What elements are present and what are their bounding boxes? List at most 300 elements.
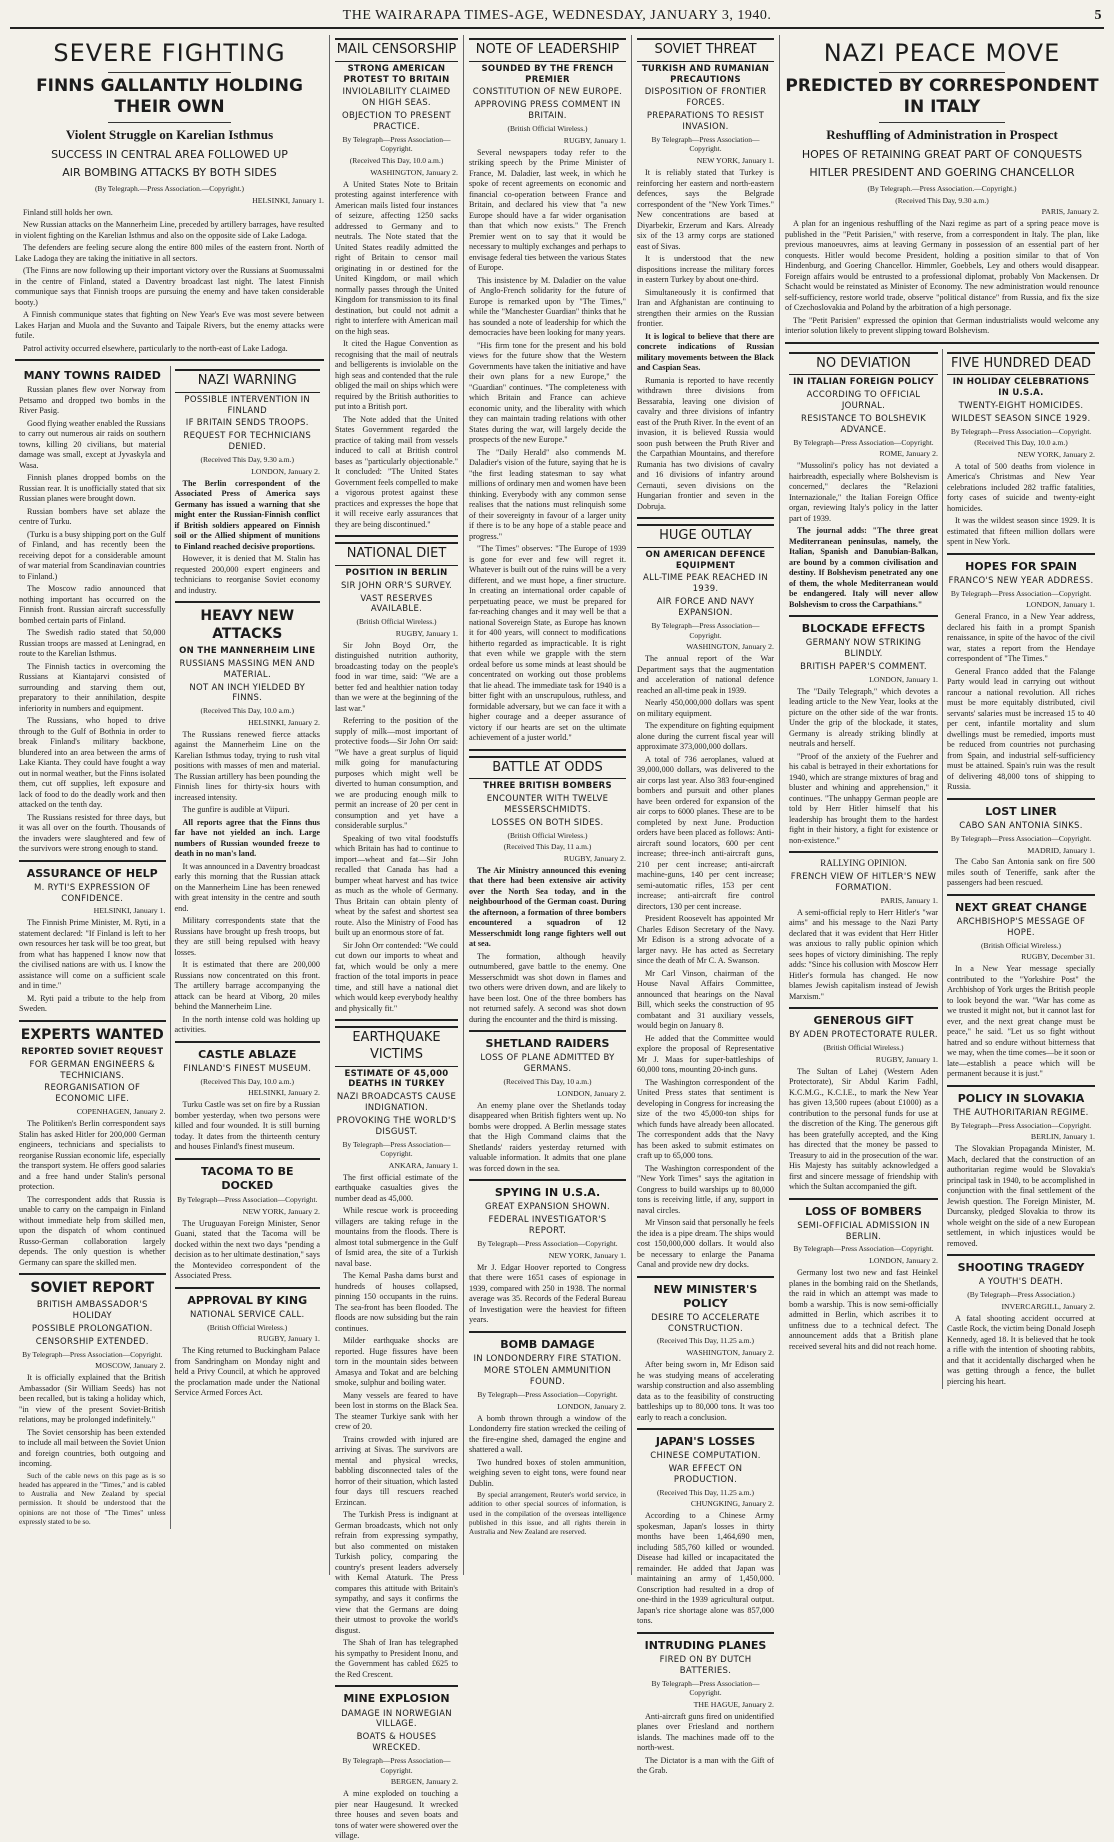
headline: JAPAN'S LOSSES [655, 1435, 756, 1449]
credit: By Telegraph—Press Association—Copyright. [342, 1139, 451, 1159]
deck: CHINESE COMPUTATION. [650, 1451, 761, 1462]
article-nazi-warning [175, 369, 321, 596]
article-severe-fighting [15, 38, 324, 354]
deck: IF BRITAIN SENDS TROOPS. [185, 418, 309, 429]
paragraph: In the north intense cold was holding up activities. [174, 1014, 320, 1035]
headline: SEVERE FIGHTING [53, 39, 286, 67]
deck: BOATS & HOUSES WRECKED. [356, 1732, 437, 1754]
credit: By Telegraph—Press Association—Copyright. [477, 1238, 618, 1248]
headline: NOTE OF LEADERSHIP [469, 38, 626, 62]
column-finland [10, 35, 330, 1575]
paragraph: M. Ryti paid a tribute to the help from Sweden. [19, 993, 166, 1014]
paragraph: Speaking of two vital foodstuffs which Britain has had to continue to import—wheat and fat—Sir John recalled that Canada has had a bumper wheat harvest and has twice as much as the whole of Germany. Thus Britain can obtain plenty of wheat by the safest and shortest sea route. Also the Ministry of Food has built up an enormous store of fat. [335, 833, 458, 938]
credit: (British Official Wireless.) [507, 830, 588, 840]
paragraph: Sir John Orr contended: "We could cut down our imports to wheat and fat, which would be only a mere fraction of the total imports in peace time, and still have a national diet which would keep everybody healthy and physically fit." [335, 940, 458, 1013]
deck: NATIONAL SERVICE CALL. [189, 1309, 305, 1320]
article-lost-liner [947, 805, 1095, 889]
deck: REORGANISATION OF ECONOMIC LIFE. [44, 1083, 141, 1105]
paragraph: Turku Castle was set on fire by a Russian bomber yesterday, when two persons were killed and four wounded. It is still burning today. It dates from the thirteenth century and houses Finland's finest museum. [174, 1100, 320, 1152]
dateline: WASHINGTON, January 2. [686, 642, 774, 652]
paragraph: "Mussolini's policy has not deviated a hairbreadth, especially where Bolshevism is concerned," declares the "Relazioni Internazionale," the Italian Foreign Office organ, reviewing Italy's policy in the latter part of 1939. [789, 461, 938, 523]
paragraph: The Finnish tactics in overcoming the Russians at Kiantajarvi consisted of surrounding and starving them out, preparatory to their annihilation, despite inferiority in numbers and equipment. [19, 661, 166, 713]
paragraph: An enemy plane over the Shetlands today disappeared when British fighters went up. No bombs were dropped. A Berlin message states that the High Command claims that the Shetlands' raiders yesterday returned with valuable information. It admits that one plane was forced down in the sea. [469, 1100, 626, 1173]
column-3 [464, 35, 632, 1575]
paragraph: Anti-aircraft guns fired on unidentified planes over Friesland and northern islands. The machines made off to the north-west. [637, 1711, 774, 1753]
headline: CASTLE ABLAZE [198, 1047, 297, 1061]
paragraph: The Note added that the United States Government regarded the practice of taking mail from vessels induced to call at British control bases as "particularly objectionable." It concluded: "The United States Government feels compelled to make a vigorous protest against these practices and expresses the hope that it will receive early assurances that they are being discontinued." [335, 414, 458, 529]
headline: SHETLAND RAIDERS [485, 1037, 610, 1051]
article-generous-gift [789, 1014, 938, 1193]
article-heavy-new-attacks [175, 608, 321, 1036]
paragraph: Simultaneously it is confirmed that Iran and Afghanistan are continuing to strengthen their armies on the Russian frontier. [637, 287, 774, 329]
paragraph: Mr Vinson said that personally he feels the idea is a pipe dream. The ships would cost 150,000,000 dollars. It would also be necessary to enlarge the Panama Canal and provide new dry docks. [637, 1218, 774, 1270]
paragraph: In a New Year message specially contributed to the "Yorkshire Post" the Archbishop of York urges the British people to look beyond the war. "War has come as we trusted it might not, but it cannot last for ever, and the next great change must be peace," he said. "Let us so fight without hatred and so endure without bitterness that we may, when the time comes—be it soon or late—establish a peace which will be permanent because it is just." [947, 964, 1095, 1079]
deck: FRENCH VIEW OF HITLER'S NEW FORMATION. [790, 871, 937, 893]
paragraph: The Swedish radio stated that 50,000 Russian troops are massed at Leningrad, en route to the Karelian Isthmus. [19, 628, 166, 659]
deck: BY ADEN PROTECTORATE RULER. [789, 1030, 938, 1041]
paragraph: Nearly 450,000,000 dollars was spent on military equipment. [637, 698, 774, 718]
paragraph: The "Petit Parisien" expressed the opinion that German industrialists would welcome any interior solution likely to prevent slipping toward Bolshevism. [785, 315, 1099, 336]
deck: GERMANY NOW STRIKING BLINDLY. [805, 638, 922, 660]
deck: IN HOLIDAY CELEBRATIONS IN U.S.A. [952, 377, 1090, 399]
credit: By Telegraph—Press Association—Copyright. [22, 1349, 163, 1359]
page-number: 5 [1094, 8, 1102, 23]
paragraph: Good flying weather enabled the Russians to carry out numerous air raids on southern towns, killing 20 civilians, but material damage was small, except at Jyvaskyla and Wasa. [19, 418, 166, 470]
deck: M. RYTI'S EXPRESSION OF CONFIDENCE. [33, 882, 151, 904]
deck: REPORTED SOVIET REQUEST [21, 1046, 164, 1057]
headline: BATTLE AT ODDS [469, 756, 626, 780]
credit: By Telegraph—Press Association—Copyright. [793, 1244, 934, 1254]
dateline: RUGBY, December 31. [1021, 952, 1095, 962]
credit: By Telegraph—Press Association—Copyright. [342, 1756, 451, 1775]
dateline: THE HAGUE, January 2. [693, 1699, 774, 1709]
deck: OBJECTION TO PRESENT PRACTICE. [341, 111, 452, 132]
subheadline: PREDICTED BY CORRESPONDENT IN ITALY [785, 75, 1099, 118]
dateline: WASHINGTON, January 2. [686, 1348, 774, 1358]
received: (Received This Day, 10.0 a.m.) [349, 156, 444, 166]
credit: (British Official Wireless.) [980, 940, 1062, 950]
credit: By Telegraph—Press Association—Copyright. [651, 134, 760, 154]
deck: WAR EFFECT ON PRODUCTION. [668, 1463, 743, 1485]
deck: ENCOUNTER WITH TWELVE MESSERSCHMIDTS. [486, 794, 609, 815]
deck: ON AMERICAN DEFENCE EQUIPMENT [645, 549, 766, 571]
paragraph: The Russians, who hoped to drive through to the Gulf of Bothnia in order to break Finland's military backbone, blundered into an area between the arms of Lake Kianta. They could have fought a way out in normal weather, but the Finns isolated them, cut off supplies, left exposure and lack of food to do the deadly work and then attacked on the tenth day. [19, 716, 166, 810]
deck: NOT AN INCH YIELDED BY FINNS. [189, 682, 306, 704]
deck: PREPARATIONS TO RESIST INVASION. [646, 111, 765, 132]
paragraph: A total of 500 deaths from violence in America's Christmas and New Year celebrations included 282 traffic fatalities, forty cases of suicide and twenty-eight homicides. [947, 461, 1095, 513]
paragraph: The defenders are feeling secure along the entire 800 miles of the eastern front. North of Lake Ladoga they are taking the initiative in all sectors. [15, 243, 324, 263]
paragraph: The expenditure on fighting equipment alone during the current fiscal year will approximate 373,000,000 dollars. [637, 721, 774, 752]
article-hopes-for-spain [947, 560, 1095, 793]
deck: ARCHBISHOP'S MESSAGE OF HOPE. [956, 917, 1086, 938]
article-spying [469, 1186, 626, 1325]
paragraph: It cited the Hague Convention as recognising that the mail of neutrals and belligerents is inviolable on the high seas and contended that the rule obliged the mail on ships which were required by the British authorities to put into a British port. [335, 339, 458, 412]
deck: NAZI BROADCASTS CAUSE INDIGNATION. [336, 1092, 457, 1114]
deck: THE AUTHORITARIAN REGIME. [953, 1107, 1089, 1118]
dateline: NEW YORK, January 1. [548, 1250, 626, 1260]
article-japans-losses [637, 1435, 774, 1627]
credit: By Telegraph—Press Association—Copyright. [651, 620, 760, 640]
received: (Received This Day, 11.25 a.m.) [657, 1336, 754, 1346]
paragraph: The Soviet censorship has been extended to include all mail between the Soviet Union and foreign countries, both outgoing and incoming. [19, 1427, 166, 1469]
deck: MORE STOLEN AMMUNITION FOUND. [483, 1366, 612, 1388]
article-bomb-damage [469, 1338, 626, 1538]
paragraph: A Finnish communique states that fighting on New Year's Eve was most severe between Lakes Harjan and Muola and the Suvanto and Taipale Rivers, but the enemy attacks were futile. [15, 310, 324, 341]
dateline: HELSINKI, January 2. [248, 717, 320, 727]
paragraph: It is understood that the new dispositions increase the military forces in eastern Turkey by about one-third. [637, 254, 774, 285]
dateline: LONDON, January 2. [557, 1088, 626, 1098]
paragraph: A total of 736 aeroplanes, valued at 39,000,000 dollars, was delivered to the air corps last year. Also 383 four-engined bombers and pursuit and other planes have been ordered for expansion of the air corps to 6000 planes. These are to be completed by next June. Production orders have been placed as follows: Anti-aircraft sound locators, 600 per cent increase; three-inch anti-aircraft guns, 210 per cent increase; anti-aircraft machine-guns, 140 per cent increase; semi-automatic rifles, 153 per cent increase; anti-aircraft fire control directors, 130 per cent increase. [637, 754, 774, 911]
deck: ACCORDING TO OFFICIAL JOURNAL. [806, 390, 921, 412]
article-soviet-report [19, 1280, 166, 1527]
paragraph: A United States Note to Britain protesting against interference with American mails listed four instances of seizure, affecting 1250 sacks addressed to Germany and to neutrals. The Note stated that the United States readily admitted the right of Britain to censor mail originating in or destined for the United Kingdom, or mail which normally passes through the United Kingdom for transmission to its final destination, but could not admit a right to interfere with American mail on the high seas. [335, 179, 458, 336]
headline: MAIL CENSORSHIP [335, 38, 458, 62]
paragraph: The "Daily Telegraph," which devotes a leading article to the New Year, looks at the picture on the other side of the war fronts. Under the grip of the blockade, it states, Germany is already striking blindly at neutrals and herself. [789, 686, 938, 749]
paragraph: Finland still holds her own. [23, 207, 113, 217]
paragraph: The Washington correspondent of the United Press states that sentiment is developing in Congress for increasing the size of the two 45,000-ton ships for which funds have already been allocated. The correspondent adds that the Navy has been asked to submit estimates on craft up to 65,000 tons. [637, 1077, 774, 1161]
paragraph: Finnish planes dropped bombs on the Russian rear. It is unofficially stated that six Russian planes were brought down. [19, 473, 166, 504]
article-loss-of-bombers [789, 1205, 938, 1352]
deck: INVIOLABILITY CLAIMED ON HIGH SEAS. [342, 87, 451, 109]
paragraph: "The Times" observes: "The Europe of 1939 is gone for ever and few will regret it. Whatever is built out of the ruins will be a very different, and we must hope, a finer structure. In creating an international order capable of perpetuating peace, we must be prepared for far-reaching changes and it may well be that a national Sovereign State, as Europe has known it for 400 years, will connect to modifications hitherto regarded as impracticable. It is right that even while we grapple with the stern ordeal before us some minds at least should be concentrated on working out those problems that lie ahead. The immediate task for 1940 is a bitter fight with an unscrupulous, ruthless, and formidable adversary, but we can face it with a higher courage and a deeper assurance of victory if our hearts are set on the ultimate achievement of a juster world." [469, 544, 626, 743]
headline: SPYING IN U.S.A. [494, 1186, 601, 1200]
dateline: RUGBY, January 1. [257, 1334, 320, 1344]
credit: By Telegraph—Press Association—Copyright. [950, 426, 1092, 436]
paragraph: It is officially explained that the British Ambassador (Sir William Seeds) has not been recalled, but is taking a holiday which, "in view of the present Soviet-British relations, may be prolonged indefinitely." [19, 1373, 166, 1425]
dateline: WASHINGTON, January 2. [370, 167, 458, 177]
received: (Received This Day, 10.0 a.m.) [200, 706, 294, 716]
headline: NAZI WARNING [175, 369, 321, 393]
paragraph: The Kemal Pasha dams burst and hundreds of houses collapsed, pinning 150 occupants in the ruins. The sea-front has been flooded. The floods are now subsiding but the rain continues. [335, 1271, 458, 1333]
article-mine-explosion [335, 1692, 458, 1841]
dateline: BERLIN, January 1. [1030, 1132, 1095, 1142]
headline: HUGE OUTLAY [637, 524, 774, 548]
article-many-towns-raided [19, 369, 166, 855]
paragraph: President Roosevelt has appointed Mr Charles Edison Secretary of the Navy. Mr Edison is a strong advocate of a larger navy. He has acted as Secretary since the death of Mr C. A. Swanson. [637, 914, 774, 966]
dateline: MOSCOW, January 2. [95, 1361, 166, 1371]
credit: (British Official Wireless.) [823, 1043, 904, 1053]
credit: (By Telegraph.—Press Association.—Copyright.) [867, 184, 1017, 193]
column-4 [632, 35, 780, 1776]
paragraph: Sir John Boyd Orr, the distinguished nutrition authority, broadcasting today on the people's food in war time, said: "We are a better fed and healthier nation today than we were at the beginning of the last war." [335, 640, 458, 713]
deck: LOSSES ON BOTH SIDES. [491, 817, 604, 828]
deck: AIR FORCE AND NAVY EXPANSION. [656, 597, 755, 619]
paragraph: The Russians resisted for three days, but it was all over on the fourth. Thousands of the invaders were slaughtered and few of the survivors were strong enough to stand. [19, 812, 166, 854]
article-shetland-raiders [469, 1037, 626, 1174]
deck: RUSSIANS MASSING MEN AND MATERIAL. [179, 658, 315, 680]
paragraph: Trains crowded with injured are arriving at Sivas. The survivors are mental and physical wrecks, babbling disconnected tales of the horror of their situation, which lasted four days till rescuers reached Erzincan. [335, 1434, 458, 1507]
deck: APPROVING PRESS COMMENT IN BRITAIN. [474, 100, 621, 122]
paragraph: The annual report of the War Department says that the augmentation and acceleration of national defence reached an all-time peak in 1939. [637, 654, 774, 695]
article-national-diet [335, 542, 458, 1014]
dateline: HELSINKI, January 1. [93, 906, 166, 916]
headline: TACOMA TO BE DOCKED [201, 1164, 294, 1192]
dateline: COPENHAGEN, January 2. [76, 1107, 166, 1117]
headline: FIVE HUNDRED DEAD [947, 352, 1095, 376]
paragraph: The Air Ministry announced this evening that there had been extensive air activity over the North Sea today, and in the neighbourhood of the German coast. During the afternoon, a formation of three bombers encountered a squadron of 12 Messerschmidt long range fighters well out at sea. [469, 865, 626, 949]
dateline: HELSINKI, January 2. [248, 1088, 320, 1098]
paragraph: The first official estimate of the earthquake casualties gives the number dead as 45,000. [335, 1172, 458, 1203]
paragraph: By special arrangement, Reuter's world service, in addition to other special sources of information, is used in the compilation of the overseas intelligence published in this issue, and all rights therein in Australia and New Zealand are reserved. [469, 1491, 626, 1537]
article-intruding-planes [637, 1639, 774, 1777]
headline: NAZI PEACE MOVE [823, 39, 1061, 67]
deck: HITLER PRESIDENT AND GOERING CHANCELLOR [809, 165, 1075, 179]
paragraph: The Slovakian Propaganda Minister, M. Mach, declared that the construction of an authoritarian regime would be Slovakia's principal task in 1940, to be accomplished in conjunction with the final settlement of the Jewish question. The Foreign Minister, M. Durcansky, pledged Slovakia to throw its whole weight on the side of a new European settlement, in which injustices would be removed. [947, 1144, 1095, 1248]
paragraph: All reports agree that the Finns thus far have not yielded an inch. Large numbers of Russian wounded freeze to death in no man's land. [174, 817, 320, 859]
dateline: HELSINKI, January 1. [252, 195, 324, 205]
paragraph: (Turku is a busy shipping port on the Gulf of Finland, and has recently been the receiving depot for a considerable amount of war material from Scandinavian countries to Finland.) [19, 529, 166, 581]
deck: LOSS OF PLANE ADMITTED BY GERMANS. [480, 1053, 615, 1075]
headline: GENEROUS GIFT [813, 1014, 914, 1028]
headline: APPROVAL BY KING [187, 1293, 308, 1307]
paragraph: After being sworn in, Mr Edison said he was studying means of accelerating warship construction and also assembling data as to the feasibility of constructing battleships up to 80,000 tons. It was too early to reach a conclusion. [637, 1360, 774, 1422]
deck: VAST RESERVES AVAILABLE. [360, 593, 433, 615]
headline: MINE EXPLOSION [343, 1692, 450, 1706]
paragraph: It was announced in a Daventry broadcast early this morning that the Russian attack on the Mannerheim Line has been renewed with great intensity in the centre and south end. [174, 861, 320, 913]
paragraph: The Cabo San Antonia sank on fire 500 miles south of Teneriffe, sank after the passengers had been rescued. [947, 857, 1095, 888]
paragraph: A semi-official reply to Herr Hitler's "war aims" and his message to the Nazi Party declared that it was evident that Herr Hitler was anxious to rally public opinion which sees hopes of victory diminishing. The reply adds: "Since his collusion with Moscow Herr Hitler's formula has changed. He now blames Jewish capitalism instead of Jewish Marxism." [789, 907, 938, 1001]
deck: ALL-TIME PEAK REACHED IN 1939. [642, 573, 769, 595]
paragraph: The formation, although heavily outnumbered, gave battle to the enemy. One Messerschmidt was shot down in flames and two others were driven down, and are likely to have been lost. One of the three bombers has not returned safely. A second was shot down during the encounter and the third is missing. [469, 951, 626, 1024]
deck: POSSIBLE INTERVENTION IN FINLAND [184, 394, 311, 416]
paragraph: The journal adds: "The three great Mediterranean peninsulas, namely, the Italian, Spanish and Danubian-Balkan, are bound by a common civilisation and destiny. If Bolshevism penetrated any one of them, the whole Mediterranean would be endangered. Italy will never allow Bolshevism to cross the Carpathians." [789, 526, 938, 609]
paragraph: The Moscow radio announced that nothing important has occurred on the Finnish front. Russian aircraft successfully bombed certain parts of Finland. [19, 584, 166, 625]
deck: POSITION IN BERLIN [345, 567, 448, 578]
article-policy-in-slovakia [947, 1092, 1095, 1250]
headline: SOVIET THREAT [637, 38, 774, 62]
dateline: RUGBY, January 1. [563, 135, 626, 145]
credit: By Telegraph—Press Association—Copyright. [477, 1390, 618, 1400]
dateline: PARIS, January 1. [880, 895, 938, 905]
paragraph: "His firm tone for the present and his bold views for the future show that the Western Governments have taken the initiative and have their own plans for a new Europe," the "Guardian" continues. "The completeness with which Britain and France can achieve economic unity, and the liberality with which they can maintain trading relations with other States during the war, will largely decide the prospects of the new Europe." [469, 340, 626, 445]
paragraph: According to a Chinese Army spokesman, Japan's losses in thirty months have been 1,464,690 men, including 585,760 killed or wounded. Disease had killed or incapacitated the remainder. He added that Japan was maintaining an army of 1,450,000. Conscription had resulted in a drop of one-third in the 1939 agricultural output. Japan's rice shortage alone was 857,000 tons. [637, 1511, 774, 1626]
column-2 [330, 35, 464, 1841]
headline: EARTHQUAKE VICTIMS [335, 1026, 458, 1066]
article-next-great-change [947, 901, 1095, 1080]
received: (Received This Day, 11 a.m.) [503, 842, 592, 852]
dateline: LONDON, January 2. [251, 466, 320, 476]
article-shooting-tragedy [947, 1261, 1095, 1387]
article-nazi-peace-move [785, 38, 1099, 337]
deck: GREAT EXPANSION SHOWN. [484, 1202, 611, 1213]
paragraph: A mine exploded on touching a pier near Haugesund. It wrecked three houses and seven boats and tons of water were showered over the village. [335, 1789, 458, 1841]
credit: (British Official Wireless.) [507, 124, 588, 133]
headline: SHOOTING TRAGEDY [957, 1261, 1085, 1275]
paragraph: It is logical to believe that there are concrete indications of Russian military movements between the Black and Caspian Seas. [637, 331, 774, 373]
headline: INTRUDING PLANES [644, 1638, 767, 1652]
paragraph: A plan for an ingenious reshuffling of the Nazi regime as part of a spring peace move is published in the "Petit Parisien," with reserve, from a correspondent in Italy. The plan, like previous manoeuvres, aims at leaving Germany in possession of an essential part of her conquests. Hitler would become President, holding a position similar to that of Von Hindenburg, and Goering Chancellor. Himmler, Goebbels, Ley and others would disappear. Foreign affairs would be entrusted to a professional diplomat, probably Von Mackensen. Dr Schacht would be reinstated as Minister of Economy. The new administration would renounce self-sufficiency, restore world trade, observe "political distance" from Russia, and fix the size of Czechoslovakia and Poland by the arbitration of a high personage. [785, 219, 1099, 313]
credit: (By Telegraph.—Press Association.—Copyright.) [94, 184, 245, 193]
paragraph: The Dictator is a man with the Gift of the Grab. [637, 1755, 774, 1776]
deck: THREE BRITISH BOMBERS [483, 781, 612, 792]
paragraph: The Sultan of Lahej (Western Aden Protectorate), Sir Abdul Karim Fadhl, K.C.M.G., K.C.I.E., to mark the New Year has given 13,500 rupees (about £1000) as a contribution to the personal funds for use at the discretion of the King. The generous gift has been gratefully accepted, and the King has directed that the money be passed to Treasury to aid in the prosecution of the war. His Majesty has suitably acknowledged a first and sincere message of friendship with which the Sultan accompanied the gift. [789, 1066, 938, 1192]
headline: RALLYING OPINION. [820, 858, 907, 869]
received: (Received This Day, 11.25 a.m.) [657, 1487, 754, 1497]
deck: CABO SAN ANTONIA SINKS. [959, 821, 1083, 832]
headline: HEAVY NEW ATTACKS [200, 608, 295, 643]
paragraph: Military correspondents state that the Russians have brought up fresh troops, but they are still being repulsed with heavy losses. [174, 916, 320, 957]
deck: SEMI-OFFICIAL ADMISSION IN BERLIN. [797, 1220, 930, 1242]
paragraph: Two hundred boxes of stolen ammunition, weighing seven to eight tons, were found near Dublin. [469, 1457, 626, 1488]
deck: HOPES OF RETAINING GREAT PART OF CONQUESTS [801, 147, 1083, 161]
paragraph: Milder earthquake shocks are reported. Huge fissures have been torn in the mountain sides between Amasya and Tokat and are belching smoke, sulphur and boiling water. [335, 1336, 458, 1388]
paragraph: Rumania is reported to have recently withdrawn three divisions from Bessarabia, leaving one division of cavalry and three divisions of infantry east of the Pruth River. In the event of an invasion, it is believed Russia would soon push between the Pruth River and the Carpathian Mountains, and therefore Rumania has two divisions of cavalry and 16 divisions of infantry around Cernauti, seven divisions on the Hungarian frontier and seven in the Dobruja. [637, 375, 774, 511]
deck: POSSIBLE PROLONGATION. [31, 1323, 153, 1334]
received: (Received This Day, 9.30 a.m.) [200, 455, 294, 465]
deck: CONSTITUTION OF NEW EUROPE. [472, 87, 623, 98]
article-new-ministers-policy [637, 1283, 774, 1423]
deck: FRANCO'S NEW YEAR ADDRESS. [948, 576, 1094, 587]
paragraph: However, it is denied that M. Stalin has requested 200,000 expert engineers and technicians to reorganise Soviet economy and industry. [174, 554, 320, 595]
credit: By Telegraph—Press Association—Copyright. [950, 833, 1092, 843]
deck: CENSORSHIP EXTENDED. [35, 1336, 149, 1347]
paragraph: General Franco, in a New Year address, declared his faith in a prompt Spanish renaissance, in spite of the havoc of the civil war, states a report from the Hendaye correspondent of "The Times." [947, 612, 1095, 664]
headline: LOSS OF BOMBERS [805, 1204, 922, 1218]
headline: LOST LINER [985, 804, 1057, 818]
dateline: RUGBY, January 2. [563, 853, 626, 863]
paragraph: A fatal shooting accident occurred at Castle Rock, the victim being Donald Joseph Kennedy, aged 18. It is believed that he took a rifle with the intention of shooting rabbits, and that it accidentally discharged when he was getting through a fence, the bullet piercing his heart. [947, 1313, 1095, 1386]
article-assurance-of-help [19, 867, 166, 1015]
credit: (British Official Wireless.) [207, 1322, 288, 1332]
deck: DESIRE TO ACCELERATE CONSTRUCTION. [651, 1312, 760, 1334]
deck: BRITISH PAPER'S COMMENT. [800, 662, 927, 673]
deck: BRITISH AMBASSADOR'S HOLIDAY [36, 1300, 148, 1321]
subheadline: FINNS GALLANTLY HOLDING THEIR OWN [36, 75, 303, 118]
received: (Received This Day, 10.0 a.m.) [200, 1076, 294, 1086]
headline: HOPES FOR SPAIN [965, 559, 1077, 573]
paragraph: This insistence by M. Daladier on the value of Anglo-French solidarity for the future of Europe is remarked upon by "The Times," while the "Manchester Guardian" thinks that he has sounded a note of leadership for which the democracies have been looking for many years. [469, 275, 626, 338]
deck: ON THE MANNERHEIM LINE [179, 645, 316, 656]
article-note-of-leadership [469, 38, 626, 744]
deck: PROVOKING THE WORLD'S DISGUST. [336, 1116, 457, 1137]
deck: ESTIMATE OF 45,000 DEATHS IN TURKEY [344, 1068, 449, 1090]
paragraph: (The Finns are now following up their important victory over the Russians at Suomussalmi in the centre of Finland, stated a Daventry broadcast last night. The latest Finnish communique says that Finnish troops are pursuing the enemy and have taken considerable booty.) [15, 266, 324, 307]
paragraph: The King returned to Buckingham Palace from Sandringham on Monday night and held a Privy Council, at which he approved the proclamation made under the National Service Armed Forces Act. [174, 1346, 320, 1398]
paragraph: Russian planes flew over Norway from Petsamo and dropped two bombs in the River Pasig. [19, 385, 166, 416]
article-tacoma [175, 1165, 321, 1282]
article-huge-outlay [637, 524, 774, 1271]
headline: POLICY IN SLOVAKIA [957, 1091, 1085, 1105]
paragraph: Mr Carl Vinson, chairman of the House Naval Affairs Committee, announced that hearings on the Naval Bill, which seeks the construction of 95 combatant and 31 auxiliary vessels, would begin on January 8. [637, 968, 774, 1031]
dateline: MADRID, January 1. [1027, 845, 1095, 855]
headline: MANY TOWNS RAIDED [23, 369, 161, 383]
paragraph: Many vessels are feared to have been lost in storms on the Black Sea. The steamer Turkiye sank with her crew of 20. [335, 1390, 458, 1432]
deck: SOUNDED BY THE FRENCH PREMIER [481, 63, 614, 85]
headline: ASSURANCE OF HELP [26, 866, 158, 880]
deck: DAMAGE IN NORWEGIAN VILLAGE. [341, 1708, 452, 1730]
dateline: LONDON, January 2. [557, 1401, 626, 1411]
received: (Received This Day, 9.30 a.m.) [895, 195, 989, 205]
received: (Received This Day, 10 a.m.) [503, 1077, 592, 1087]
dateline: RUGBY, January 1. [875, 1054, 938, 1064]
headline: NO DEVIATION [789, 352, 938, 376]
article-rallying-opinion [789, 858, 938, 1002]
deck: IN LONDONDERRY FIRE STATION. [473, 1353, 622, 1364]
credit: By Telegraph—Press Association—Copyright. [950, 1120, 1092, 1130]
paragraph: The Russians renewed fierce attacks against the Mannerheim Line on the Karelian Isthmus today, trying to rush vital positions with masses of men and material. The Russian artillery has been pounding the Finnish lines for thirty-six hours with increased intensity. [174, 729, 320, 802]
deck: FOR GERMAN ENGINEERS & TECHNICIANS. [29, 1059, 155, 1081]
article-soviet-threat [637, 38, 774, 512]
article-earthquake-victims [335, 1026, 458, 1680]
paragraph: The "Daily Herald" also commends M. Daladier's vision of the future, saying that he is "the first leading statesman to say what millions of ordinary men and women have been thinking. Everybody with any common sense realises that the nations must relinquish some of their sovereignty in favour of a larger unity if there is to be any hope of a stable peace and progress." [469, 447, 626, 541]
paragraph: The Uruguayan Foreign Minister, Senor Guani, stated that the Tacoma will be docked within the next two days "pending a decision as to her ultimate destination," says the Montevideo correspondent of the Associated Press. [174, 1218, 320, 1281]
credit: By Telegraph—Press Association—Copyright. [342, 134, 451, 154]
paragraph: Russian bombers have set ablaze the centre of Turku. [19, 506, 166, 527]
paragraph: Several newspapers today refer to the striking speech by the Prime Minister of France, M. Daladier, last week, in which he spoke of recent agreements on economic and financial co-operation between France and Britain, and declared his view that "a new Europe should have a far wider organisation than that which now exists." The French Premier went on to say that it would be necessary to multiply exchanges and perhaps to envisage federal ties between the various States of Europe. [469, 147, 626, 273]
credit: By Telegraph—Press Association—Copyright. [651, 1678, 760, 1698]
paragraph: The Shah of Iran has telegraphed his sympathy to President Inonu, and the Government has cabled £625 to the Red Crescent. [335, 1638, 458, 1679]
deck: Violent Struggle on Karelian Isthmus [65, 127, 274, 143]
paragraph: The Turkish Press is indignant at German broadcasts, which not only refrain from expressing sympathy, but also commented on mistaken Turkish policy, comparing the country's present leaders adversely with Kemal Ataturk. The Press compares this attitude with Britain's sympathy, and says it confirms the view that the Germans are doing their utmost to provoke the world's disgust. [335, 1510, 458, 1635]
article-experts-wanted [19, 1027, 166, 1268]
paragraph: Patrol activity occurred elsewhere, particularly to the north-east of Lake Ladoga. [23, 343, 288, 353]
article-battle-at-odds [469, 756, 626, 1026]
headline: BOMB DAMAGE [500, 1337, 595, 1351]
paragraph: Mr J. Edgar Hoover reported to Congress that there were 1651 cases of espionage in 1939, compared with 250 in 1938. The normal average was 35. Records of the Federal Bureau of Investigation were the heaviest for fifteen years. [469, 1262, 626, 1324]
deck: AIR BOMBING ATTACKS BY BOTH SIDES [62, 165, 277, 179]
article-castle-ablaze [175, 1048, 321, 1153]
deck: SIR JOHN ORR'S SURVEY. [340, 580, 453, 591]
paragraph: It was the wildest season since 1929. It is estimated that fifteen million dollars were spent in New York. [947, 516, 1095, 547]
article-mail-censorship [335, 38, 458, 530]
dateline: INVERCARGILL, January 2. [1001, 1301, 1095, 1311]
credit: By Telegraph—Press Association—Copyright. [177, 1195, 318, 1205]
headline: EXPERTS WANTED [20, 1026, 164, 1043]
paragraph: The Finnish Prime Minister, M. Ryti, in a statement declared: "If Finland is left to her own resources her task will be too great, but from what has happened I know now that the civilised nations are with us. I know the assistance will come on a sufficient scale and in time." [19, 918, 166, 991]
paragraph: The Washington correspondent of the "New York Times" says the agitation in Congress to build warships up to 80,000 tons is receiving little, if any, support in naval circles. [637, 1163, 774, 1215]
paragraph: Such of the cable news on this page as is so headed has appeared in the "Times," and is cabled to Australia and New Zealand by special permission. It should be understood that the opinions are not those of "The Times" unless expressly stated to be so. [19, 1471, 166, 1526]
paragraph: It is estimated that there are 200,000 Russians now concentrated on this front. The artillery barrage accompanying the attack can be heard at Viborg, 20 miles behind the Mannerheim Line. [174, 960, 320, 1012]
masthead [10, 8, 1104, 29]
paragraph: General Franco added that the Falange Party would lead in carrying out without rancour a national revolution. All riches must be more equitably distributed, civil servants' salaries must be increased 15 to 40 per cent, infantile mortality and slum dwellings must be remedied, imports must be reduced from countries not purchasing from Spain, and industrial self-sufficiency must be attained. Spain's ruin was the result of delivering 48,000 tons of shipping to Russia. [947, 666, 1095, 792]
dateline: CHUNGKING, January 2. [690, 1499, 774, 1509]
paragraph: New Russian attacks on the Mannerheim Line, preceded by artillery barrages, have resulted in violent fighting on the Karelian Isthmus and also on the opposite side of Lake Ladoga. [15, 220, 324, 240]
headline: NEXT GREAT CHANGE [954, 900, 1088, 914]
credit: By Telegraph—Press Association—Copyright. [950, 588, 1092, 598]
dateline: LONDON, January 1. [1026, 600, 1095, 610]
article-blockade-effects [789, 622, 938, 846]
dateline: ANKARA, January 1. [388, 1161, 458, 1170]
paragraph: The gunfire is audible at Viipuri. [182, 805, 290, 815]
deck: DISPOSITION OF FRONTIER FORCES. [644, 87, 767, 109]
paragraph: It is reliably stated that Turkey is reinforcing her eastern and north-eastern defences, says the Belgrade correspondent of the "New York Times." New concentrations are based at Diyarbekir, Erzerum and Kars. Already six of the 13 army corps are stationed east of Sivas. [637, 168, 774, 251]
deck: SUCCESS IN CENTRAL AREA FOLLOWED UP [51, 147, 288, 161]
deck: TURKISH AND RUMANIAN PRECAUTIONS [641, 63, 770, 85]
headline: NATIONAL DIET [335, 542, 458, 566]
received: (Received This Day, 10.0 a.m.) [974, 438, 1068, 448]
deck: FEDERAL INVESTIGATOR'S REPORT. [488, 1215, 607, 1237]
credit: (By Telegraph—Press Association.) [967, 1290, 1075, 1300]
headline: SOVIET REPORT [30, 1280, 155, 1297]
dateline: NEW YORK, January 2. [1017, 449, 1095, 459]
dateline: LONDON, January 1. [869, 674, 938, 684]
paragraph: The Politiken's Berlin correspondent says Stalin has asked Hitler for 200,000 German engineers, technicians and specialists to reorganise Russian economic life, especially the transport system. He offers good salaries and a free hand under Stalin's personal protection. [19, 1119, 166, 1192]
deck: Reshuffling of Administration in Prospect [826, 127, 1058, 143]
dateline: LONDON, January 2. [869, 1256, 938, 1266]
article-approval-by-king [175, 1294, 321, 1399]
headline: NEW MINISTER'S POLICY [653, 1282, 758, 1310]
dateline: BERGEN, January 2. [390, 1777, 458, 1787]
paragraph: "Proof of the anxiety of the Fuehrer and his cabal is betrayed in their exhortations for 1940, which are strange mixtures of brag and bluster and whining and apprehension," it continues. "The unhappy German people are told by Herr Hitler himself that his leadership has brought them to the hardest fight in their history, a fight for existence or non-existence." [789, 751, 938, 845]
deck: WILDEST SEASON SINCE 1929. [951, 413, 1091, 424]
masthead-title: THE WAIRARAPA TIMES-AGE, WEDNESDAY, JANUARY 3, 1940. [342, 8, 772, 23]
deck: RESISTANCE TO BOLSHEVIK ADVANCE. [801, 413, 926, 435]
paragraph: The Berlin correspondent of the Associated Press of America says Germany has issued a warning that she might enter the Russian-Finnish conflict if British soldiers appeared on Finnish soil or the Allied shipment of munitions to Finland reached decisive proportions. [174, 478, 320, 551]
dateline: NEW YORK, January 1. [696, 156, 774, 166]
paragraph: While rescue work is proceeding villagers are taking refuge in the mountains from the floods. There is almost total submergence in the Gulf of Ismid area, the site of a Turkish naval base. [335, 1206, 458, 1268]
column-nazi-peace [780, 35, 1104, 1575]
paragraph: Germany lost two new and fast Heinkel planes in the bombing raid on the Shetlands, the raid in which an attempt was made to bomb a warship. This is now semi-officially admitted in Berlin, which ascribes it to unfitness due to a technical defect. The announcement adds that a British plane received several hits and did not reach home. [789, 1268, 938, 1351]
